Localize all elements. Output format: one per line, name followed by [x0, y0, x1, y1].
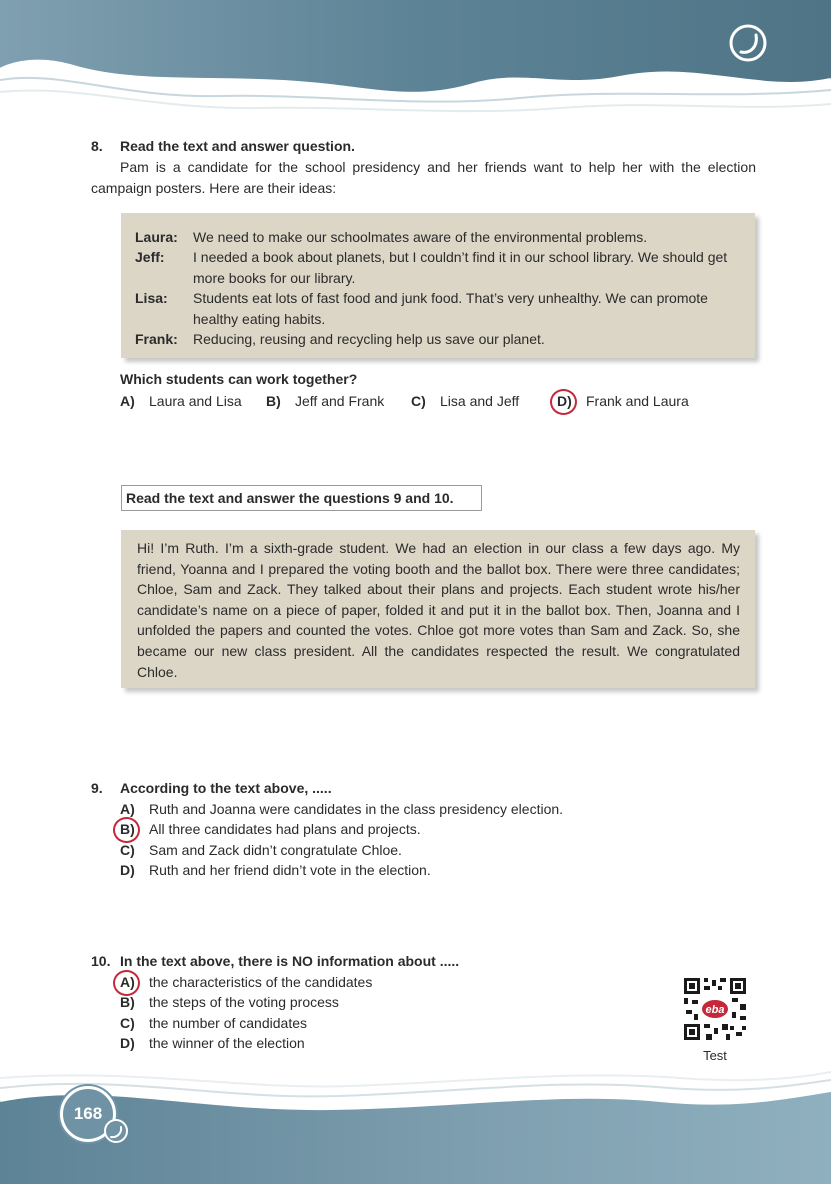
option-letter: C) — [120, 1015, 135, 1031]
option-text: Laura and Lisa — [149, 393, 242, 409]
question-title: According to the text above, ..... — [120, 780, 332, 796]
option-text: Jeff and Frank — [295, 393, 385, 409]
option-8-b[interactable] — [266, 391, 384, 411]
option-letter: C) — [120, 842, 135, 858]
moon-icon-small — [103, 1118, 129, 1144]
option-text: Ruth and Joanna were candidates in the class presidency election. — [149, 801, 564, 817]
question-number: 10. — [91, 953, 111, 969]
option-10-a[interactable] — [120, 972, 372, 992]
option-letter: A) — [120, 393, 135, 409]
option-10-b[interactable] — [120, 992, 339, 1012]
answer-circle-8 — [550, 389, 577, 415]
option-letter: B) — [266, 393, 281, 409]
speaker-text: Students eat lots of fast food and junk food. That’s very unhealthy. We can promote healthy eating habits. — [193, 290, 708, 327]
header-wave — [0, 0, 831, 120]
option-letter: A) — [120, 974, 135, 990]
option-letter: D) — [557, 393, 572, 409]
speaker-name: Laura: — [135, 229, 178, 245]
dialogue-box — [121, 213, 755, 358]
option-text: Frank and Laura — [586, 393, 689, 409]
reading-passage-box — [121, 530, 755, 688]
question-title: In the text above, there is NO information about ..... — [120, 953, 460, 969]
question-8-prompt: Which students can work together? — [120, 371, 358, 387]
option-text: Lisa and Jeff — [440, 393, 520, 409]
option-9-b[interactable] — [120, 819, 421, 839]
qr-code-icon[interactable] — [682, 976, 748, 1042]
option-letter: B) — [120, 821, 135, 837]
option-10-c[interactable] — [120, 1013, 307, 1033]
option-letter: B) — [120, 994, 135, 1010]
option-8-c[interactable] — [411, 391, 519, 411]
option-9-a[interactable] — [120, 799, 563, 819]
answer-circle-10 — [113, 970, 140, 996]
speaker-name: Frank: — [135, 331, 178, 347]
qr-logo: eba — [705, 1004, 725, 1016]
page-number: 168 — [60, 1086, 116, 1142]
option-letter: D) — [120, 862, 135, 878]
question-number: 8. — [91, 138, 103, 154]
question-number: 9. — [91, 780, 103, 796]
answer-circle-9 — [113, 817, 140, 843]
option-10-d[interactable] — [120, 1033, 305, 1053]
option-text: Sam and Zack didn’t congratulate Chloe. — [149, 842, 402, 858]
speaker-text: We need to make our schoolmates aware of the environmental problems. — [193, 229, 648, 245]
option-8-a[interactable] — [120, 391, 242, 411]
instruction-box: Read the text and answer the questions 9 and 10. — [121, 485, 482, 511]
option-text: All three candidates had plans and projects. — [149, 821, 421, 837]
speaker-text: I needed a book about planets, but I couldn’t find it in our school library. We should get more books for our library. — [193, 249, 728, 286]
option-letter: A) — [120, 801, 135, 817]
speaker-name: Jeff: — [135, 249, 165, 265]
option-9-d[interactable] — [120, 860, 431, 880]
question-title: Read the text and answer question. — [120, 138, 355, 154]
question-8-intro: Pam is a candidate for the school presidency and her friends want to help her with the election campaign posters. Here are their ideas: — [91, 159, 756, 196]
option-text: the winner of the election — [149, 1035, 305, 1051]
option-letter: D) — [120, 1035, 135, 1051]
option-text: Ruth and her friend didn’t vote in the election. — [149, 862, 431, 878]
option-text: the number of candidates — [149, 1015, 307, 1031]
option-text: the characteristics of the candidates — [149, 974, 373, 990]
option-letter: C) — [411, 393, 426, 409]
moon-icon — [727, 22, 769, 64]
speaker-name: Lisa: — [135, 290, 168, 306]
qr-label: Test — [703, 1048, 727, 1063]
option-text: the steps of the voting process — [149, 994, 339, 1010]
reading-passage: Hi! I’m Ruth. I’m a sixth-grade student. We had an election in our class a few days ago. My friend, Yoanna and I prepared the voting booth and the ballot box. There were three candidates; Chloe, Sam and Zack. They talked about their plans and projects. Each student wrote his/her candidate’s name on a piece of paper, folded it and put it in the ballot box. Then, Joanna and I unfolded the papers and counted the votes. Chloe got more votes than Sam and Zack. So, she became our new class president. All the candidates respected the result. We congratulated Chloe. — [137, 540, 740, 680]
option-9-c[interactable] — [120, 840, 402, 860]
speaker-text: Reducing, reusing and recycling help us save our planet. — [193, 331, 545, 347]
